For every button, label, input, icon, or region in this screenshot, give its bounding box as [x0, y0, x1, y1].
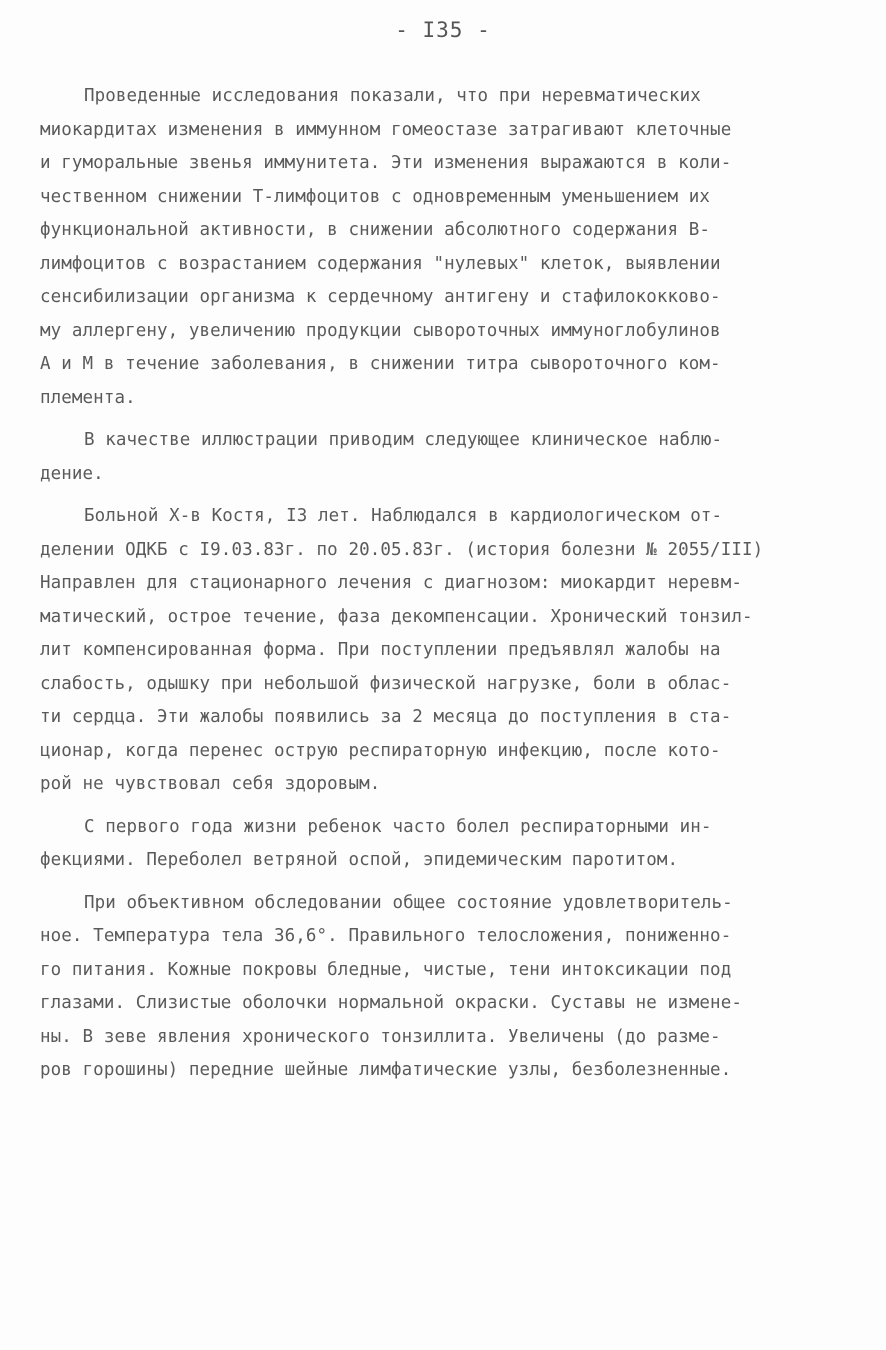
- text-line: ти сердца. Эти жалобы появились за 2 месяца до поступления в ста-: [40, 707, 732, 727]
- text-line: При объективном обследовании общее состояние удовлетворитель-: [84, 892, 733, 913]
- text-line: ров горошины) передние шейные лимфатические узлы, безболезненные.: [40, 1060, 732, 1080]
- text-line: рой не чувствовал себя здоровым.: [40, 774, 381, 794]
- paragraph: [40, 887, 860, 1088]
- paragraph: [40, 811, 860, 878]
- text-line: ционар, когда перенес острую респираторную инфекцию, после кото-: [40, 740, 721, 761]
- paragraph: [40, 424, 860, 491]
- text-line: функциональной активности, в снижении абсолютного содержания В-: [40, 220, 711, 240]
- text-line: ное. Температура тела 36,6°. Правильного телосложения, пониженно-: [40, 926, 732, 946]
- text-line: лимфоцитов с возрастанием содержания "нулевых" клеток, выявлении: [40, 253, 721, 274]
- text-line: чественном снижении Т-лимфоцитов с одновременным уменьшением их: [40, 186, 711, 207]
- document-body: [40, 80, 860, 1097]
- text-line: делении ОДКБ с I9.03.83г. по 20.05.83г. (история болезни № 2055/III): [40, 539, 764, 560]
- text-line: Проведенные исследования показали, что при неревматических: [84, 86, 701, 106]
- text-line: сенсибилизации организма к сердечному антигену и стафилококково-: [40, 287, 721, 307]
- paragraph: [40, 500, 860, 802]
- text-line: Больной Х-в Костя, I3 лет. Наблюдался в кардиологическом от-: [84, 506, 723, 526]
- text-line: A и M в течение заболевания, в снижении титра сывороточного ком-: [40, 354, 721, 374]
- text-line: лит компенсированная форма. При поступлении предъявлял жалобы на: [40, 640, 721, 660]
- text-line: и гуморальные звенья иммунитета. Эти изменения выражаются в коли-: [40, 153, 732, 173]
- text-line: ны. В зеве явления хронического тонзиллита. Увеличены (до разме-: [40, 1026, 721, 1047]
- text-line: го питания. Кожные покровы бледные, чистые, тени интоксикации под: [40, 959, 732, 980]
- text-line: дение.: [40, 463, 104, 484]
- text-line: фекциями. Переболел ветряной оспой, эпидемическим паротитом.: [40, 850, 679, 870]
- text-line: матический, острое течение, фаза декомпенсации. Хронический тонзил-: [40, 606, 753, 627]
- text-line: племента.: [40, 387, 136, 408]
- text-line: С первого года жизни ребенок часто болел респираторными ин-: [84, 816, 712, 837]
- paragraph: [40, 80, 860, 415]
- text-line: глазами. Слизистые оболочки нормальной окраски. Суставы не измене-: [40, 993, 742, 1013]
- text-line: миокардитах изменения в иммунном гомеостазе затрагивают клеточные: [40, 119, 732, 140]
- text-line: му аллергену, увеличению продукции сывороточных иммуноглобулинов: [40, 320, 721, 341]
- text-line: слабость, одышку при небольшой физической нагрузке, боли в облас-: [40, 673, 732, 694]
- text-line: В качестве иллюстрации приводим следующее клиническое наблю-: [84, 430, 723, 450]
- text-line: Направлен для стационарного лечения с диагнозом: миокардит неревм-: [40, 573, 742, 593]
- page-number: - I35 -: [395, 18, 491, 42]
